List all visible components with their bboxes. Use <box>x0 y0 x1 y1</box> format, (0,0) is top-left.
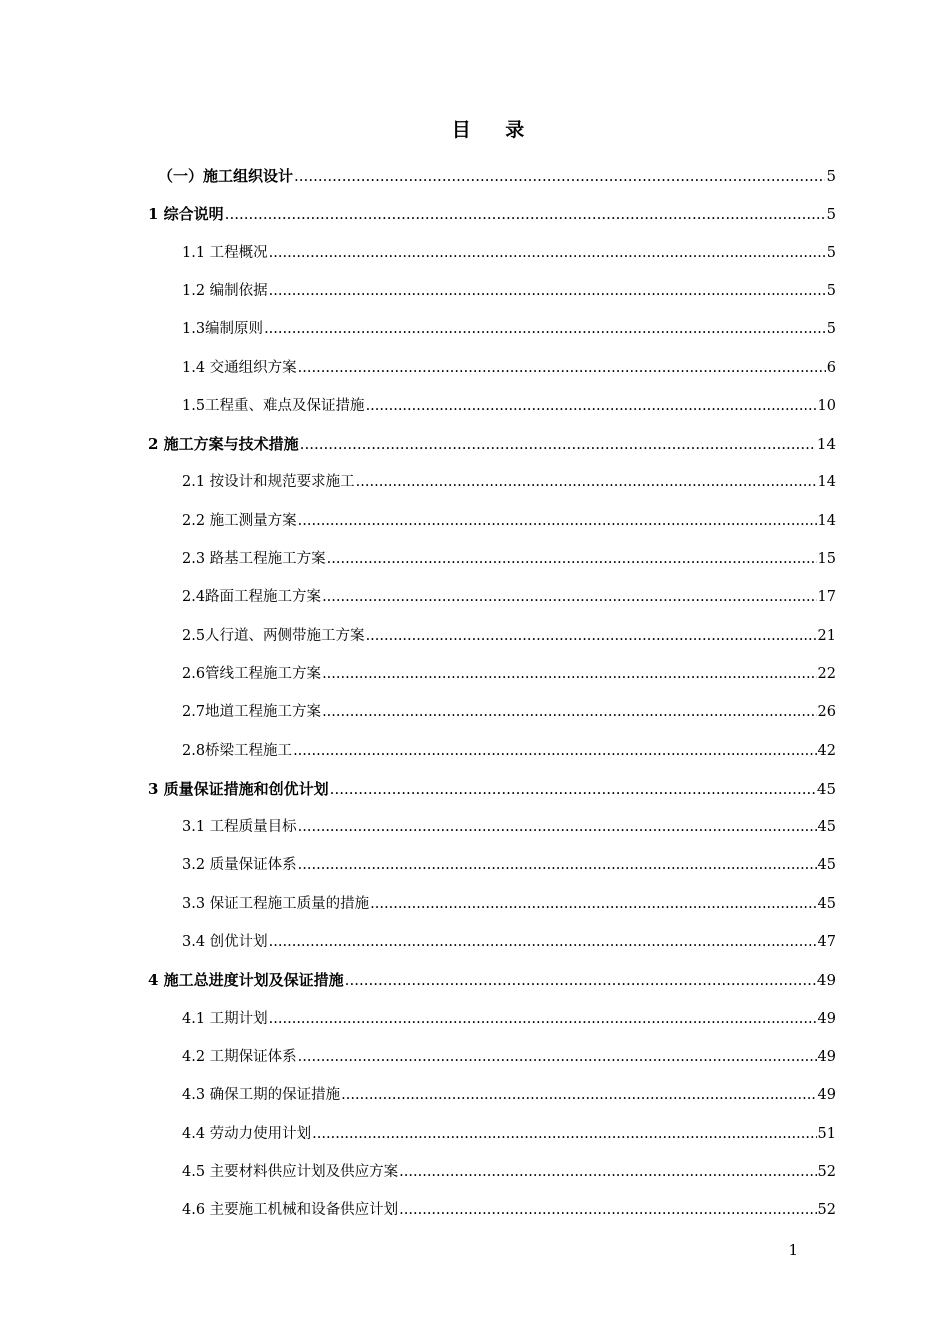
toc-entry[interactable] <box>182 1108 836 1144</box>
toc-entry-label: 3.1 工程质量目标 <box>182 819 297 836</box>
toc-entry[interactable] <box>182 456 836 492</box>
toc-entry-page: 10 <box>817 397 836 414</box>
toc-entry[interactable] <box>182 993 836 1029</box>
toc-entry-page: 14 <box>817 474 836 491</box>
toc-entry-label: 4 施工总进度计划及保证措施 <box>148 971 344 990</box>
toc-entry[interactable] <box>182 839 836 875</box>
toc-entry-page: 26 <box>817 704 836 721</box>
toc-entry-label: 2.6管线工程施工方案 <box>182 665 322 682</box>
toc-entry-label: 4.4 劳动力使用计划 <box>182 1125 312 1142</box>
toc-entry[interactable] <box>182 878 836 914</box>
toc-entry[interactable] <box>182 495 836 531</box>
toc-entry-label: 4.3 确保工期的保证措施 <box>182 1087 341 1104</box>
toc-entry[interactable] <box>148 954 836 990</box>
toc-entry-page: 52 <box>817 1202 836 1219</box>
toc-entry[interactable] <box>148 418 836 454</box>
toc-leader-dots <box>298 1047 817 1067</box>
toc-leader-dots <box>269 932 817 952</box>
toc-entry[interactable] <box>182 1031 836 1067</box>
toc-entry[interactable] <box>158 150 836 186</box>
toc-entry-page: 17 <box>817 589 836 606</box>
toc-entry-page: 14 <box>816 435 836 454</box>
toc-entry-label: 3.4 创优计划 <box>182 934 268 950</box>
toc-entry-page: 5 <box>826 282 836 299</box>
toc-entry[interactable] <box>182 380 836 416</box>
toc-entry[interactable] <box>182 533 836 569</box>
toc-entry-label: 3 质量保证措施和创优计划 <box>148 779 329 798</box>
toc-entry-label: 2.2 施工测量方案 <box>182 512 297 529</box>
toc-entry-page: 5 <box>826 205 836 224</box>
toc-entry[interactable] <box>182 342 836 378</box>
toc-leader-dots <box>345 970 816 990</box>
toc-entry-label: 2.3 路基工程施工方案 <box>182 551 326 567</box>
toc-leader-dots <box>399 1162 816 1182</box>
toc-entry[interactable] <box>182 610 836 646</box>
toc-entry-page: 14 <box>817 512 836 529</box>
toc-entry-label: 1.2 编制依据 <box>182 282 268 299</box>
toc-leader-dots <box>366 626 817 646</box>
toc-leader-dots <box>269 243 826 263</box>
toc-entry-page: 51 <box>817 1125 836 1142</box>
toc-leader-dots <box>366 396 817 416</box>
toc-leader-dots <box>322 702 816 722</box>
toc-entry-label: 3.3 保证工程施工质量的措施 <box>182 895 370 912</box>
toc-entry-page: 5 <box>826 321 836 338</box>
toc-entry[interactable] <box>148 188 836 224</box>
toc-leader-dots <box>298 511 817 531</box>
toc-entry-label: 4.6 主要施工机械和设备供应计划 <box>182 1202 399 1219</box>
toc-entry-page: 6 <box>826 359 836 376</box>
toc-leader-dots <box>341 1085 816 1105</box>
toc-leader-dots <box>322 587 816 607</box>
toc-entry-page: 5 <box>826 244 836 261</box>
toc-entry-label: 2.8桥梁工程施工 <box>182 742 293 759</box>
toc-entry-label: 4.5 主要材料供应计划及供应方案 <box>182 1163 399 1180</box>
toc-entry-label: 2.1 按设计和规范要求施工 <box>182 474 355 491</box>
toc-entry[interactable] <box>182 1146 836 1182</box>
toc-entry-page: 45 <box>817 857 836 874</box>
toc-entry-page: 45 <box>817 895 836 912</box>
toc-entry-label: 1.4 交通组织方案 <box>182 359 297 376</box>
toc-entry-page: 47 <box>817 934 836 950</box>
toc-entry-page: 21 <box>817 627 836 644</box>
toc-entry-label: 3.2 质量保证体系 <box>182 857 297 874</box>
toc-entry[interactable] <box>182 686 836 722</box>
toc-entry-label: 2.4路面工程施工方案 <box>182 589 322 606</box>
toc-entry-label: 2 施工方案与技术措施 <box>148 435 299 454</box>
toc-leader-dots <box>300 434 816 454</box>
toc-leader-dots <box>399 1200 816 1220</box>
toc-entry[interactable] <box>182 1069 836 1105</box>
toc-entry-page: 5 <box>826 167 836 185</box>
toc-leader-dots <box>330 779 816 799</box>
toc-leader-dots <box>312 1124 816 1144</box>
toc-entry[interactable] <box>182 725 836 761</box>
toc-entry-label: 1 综合说明 <box>148 205 224 224</box>
toc-leader-dots <box>298 817 817 837</box>
toc-leader-dots <box>294 166 825 186</box>
toc-entry-page: 52 <box>817 1163 836 1180</box>
toc-entry-page: 15 <box>817 551 836 567</box>
toc-entry-page: 22 <box>817 665 836 682</box>
toc-entry-label: 1.1 工程概况 <box>182 244 268 261</box>
toc-leader-dots <box>225 204 826 224</box>
toc-entry[interactable] <box>182 916 836 952</box>
toc-entry-label: 1.3编制原则 <box>182 321 264 338</box>
toc-entry[interactable] <box>182 648 836 684</box>
toc-entry-label: 4.2 工期保证体系 <box>182 1048 297 1065</box>
toc-entry[interactable] <box>182 1184 836 1220</box>
toc-entry[interactable] <box>182 571 836 607</box>
toc-entry-label: 4.1 工期计划 <box>182 1010 268 1027</box>
toc-leader-dots <box>264 319 826 339</box>
toc-leader-dots <box>327 549 817 569</box>
toc-entry-page: 45 <box>817 819 836 836</box>
page-number: 1 <box>788 1241 798 1259</box>
toc-entry[interactable] <box>182 303 836 339</box>
toc-entry-page: 49 <box>817 1087 836 1104</box>
toc-entry-page: 49 <box>817 1048 836 1065</box>
toc-entry-label: 2.7地道工程施工方案 <box>182 704 322 721</box>
toc-entry-label: （一）施工组织设计 <box>158 167 294 185</box>
toc-entry[interactable] <box>182 801 836 837</box>
toc-leader-dots <box>298 358 826 378</box>
toc-entry-page: 49 <box>816 971 836 990</box>
toc-entry-label: 2.5人行道、两侧带施工方案 <box>182 627 365 644</box>
toc-entry-page: 45 <box>816 779 836 798</box>
toc-leader-dots <box>269 1009 817 1029</box>
toc-leader-dots <box>356 472 817 492</box>
toc-leader-dots <box>370 894 816 914</box>
toc-entry[interactable] <box>182 227 836 263</box>
page-title: 目 录 <box>451 119 539 141</box>
toc-entry-label: 1.5工程重、难点及保证措施 <box>182 397 365 414</box>
toc-leader-dots <box>269 281 826 301</box>
toc-entry-page: 49 <box>817 1010 836 1027</box>
toc-leader-dots <box>322 664 816 684</box>
toc-entry-page: 42 <box>817 742 836 759</box>
toc-entry[interactable] <box>148 763 836 799</box>
toc-leader-dots <box>298 855 817 875</box>
toc-leader-dots <box>293 741 816 761</box>
toc-entry[interactable] <box>182 265 836 301</box>
